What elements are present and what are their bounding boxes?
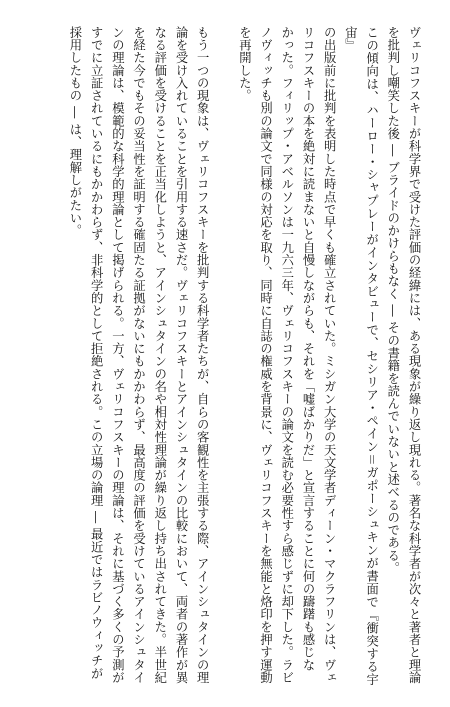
- paragraph-2: もう一つの現象は、ヴェリコフスキーを批判する科学者たちが、自らの客観性を主張する際、アインシュタインの理 論を受け入れていることを引用する速さだ。ヴェリコフスキーとアインシュタインの比較において、両者の著作が異 なる評価を受けることを正当化しようと、アインシュタインの名や相対性理論が繰り返し持ち出されてきた。半世紀 を経た今でもその妥当性を証明する確固たる証拠がないにもかかわらず、最高度の評価を受けているアインシュタイ ンの理論は、模範的な科学的理論として掲げられる。一方、ヴェリコフスキーの理論は、それに基づく多くの予測が すでに立証されているにもかかわらず、非科学的として拒絶される。この立場の論理 ― 最近ではラビノウィッチが 採用したもの ― は、理解しがたい。: [67, 26, 210, 684]
- paragraph-spacer: [212, 26, 233, 686]
- body-text: [64, 26, 424, 686]
- paragraph-1: ヴェリコフスキーが科学界で受けた評価の経緯には、ある現象が繰り返し現れる。著名な科学者が次々と著者と理論 を批判し嘲笑した後 ― ブライドのかけらもなく ― その書籍を読んでいないと述べるのである。 この傾向は、ハーロー・シャプレーがインタビューで、セシリア・ペイン＝ガポーシュキンが書面で『衝突する宇宙』 の出版前に批判を表明した時点で早くも確立されていた。ミシガン大学の天文学者ディーン・マクラフリンは、ヴェ リコフスキーの本を絶対に読まないと自慢しながらも、それを「嘘ばかりだ」と宣言することに何の躊躇も感じな かった。フィリップ・アベルソンは一九六三年、ヴェリコフスキーの論文を読む必要性すら感じずに却下した。ラビ ノヴィッチも別の論文で同様の対応を取り、同時に自誌の権威を背景に、ヴェリコフスキーを無能と烙印を押す運動 を再開した。: [237, 26, 421, 686]
